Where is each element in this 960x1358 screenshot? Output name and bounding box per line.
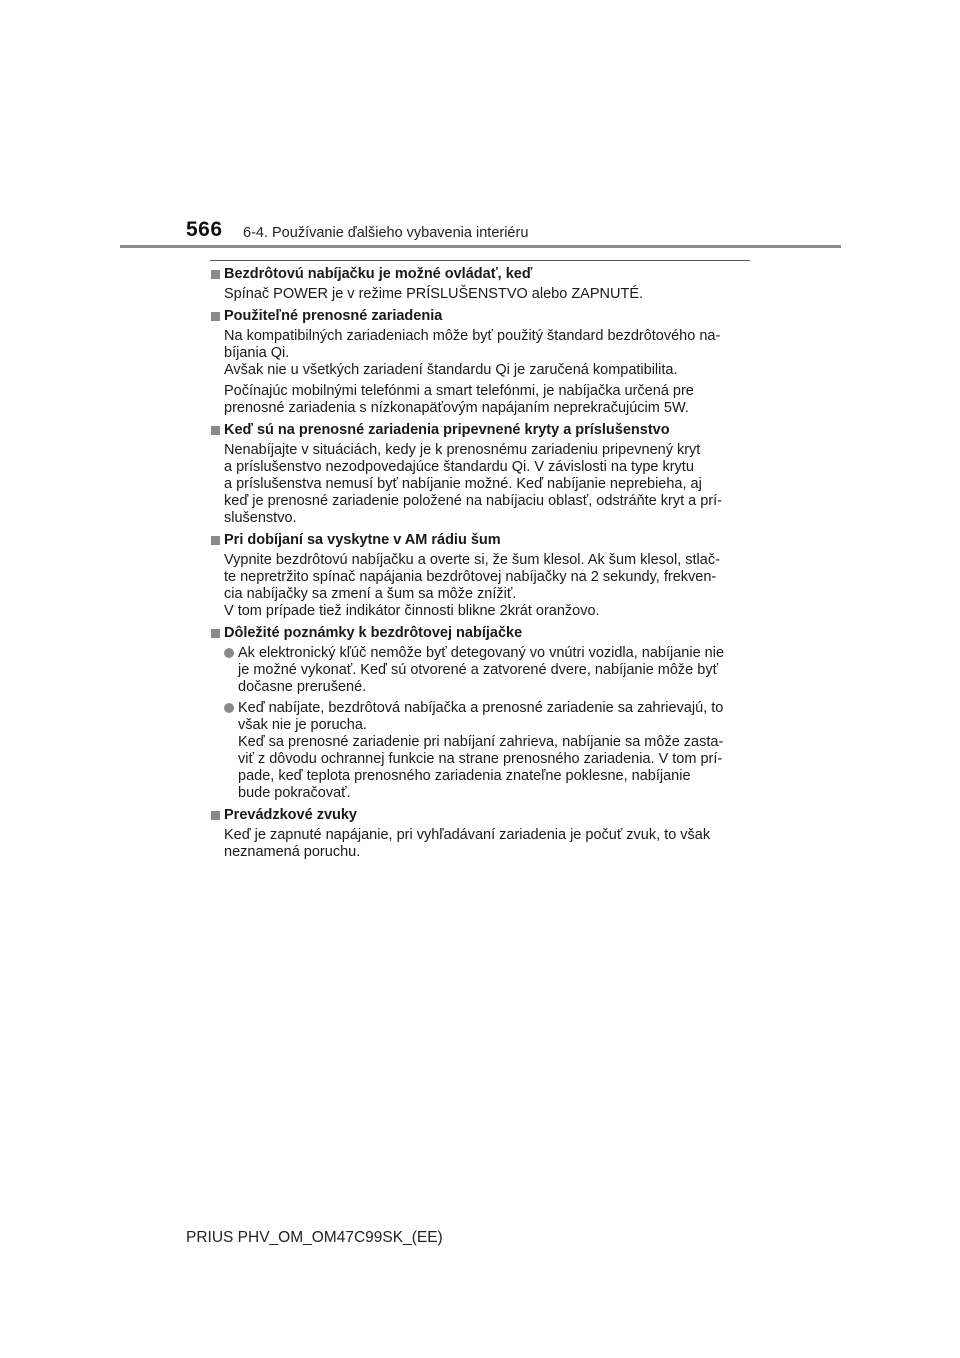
text-line: Nenabíjajte v situáciách, kedy je k prenosnému zariadeniu pripevnený kryt — [224, 442, 701, 458]
bullet-text — [238, 700, 750, 802]
text-line: Spínač POWER je v režime PRÍSLUŠENSTVO alebo ZAPNUTÉ. — [224, 286, 644, 302]
note-heading-text: Bezdrôtovú nabíjačku je možné ovládať, keď — [224, 266, 533, 282]
text-line: Vypnite bezdrôtovú nabíjačku a overte si, že šum klesol. Ak šum klesol, stlač- — [224, 552, 720, 568]
text-line: Avšak nie u všetkých zariadení štandardu Qi je zaručená kompatibilita. — [224, 362, 678, 378]
square-bullet-icon — [211, 270, 220, 279]
note-heading-text: Keď sú na prenosné zariadenia pripevnené kryty a príslušenstvo — [224, 422, 670, 438]
square-bullet-icon — [211, 312, 220, 321]
square-bullet-icon — [211, 811, 220, 820]
text-line: Keď sa prenosné zariadenie pri nabíjaní zahrieva, nabíjanie sa môže zasta- — [238, 734, 724, 750]
text-line: V tom prípade tiež indikátor činnosti blikne 2krát oranžovo. — [224, 603, 600, 619]
text-line: Na kompatibilných zariadeniach môže byť použitý štandard bezdrôtového na- — [224, 328, 721, 344]
section-title: 6-4. Používanie ďalšieho vybavenia interiéru — [243, 225, 529, 241]
note-heading-text: Dôležité poznámky k bezdrôtovej nabíjačke — [224, 625, 523, 641]
bullet-item — [210, 645, 750, 696]
text-line: te nepretržito spínač napájania bezdrôtovej nabíjačky na 2 sekundy, frekven- — [224, 569, 717, 585]
text-line: pade, keď teplota prenosného zariadenia znateľne poklesne, nabíjanie — [238, 768, 691, 784]
text-line: však nie je porucha. — [238, 717, 367, 733]
note-section — [210, 422, 750, 527]
content-body — [210, 266, 750, 866]
text-line: a príslušenstvo nezodpovedajúce štandardu Qi. V závislosti na type krytu — [224, 459, 694, 475]
footer-doc-code: PRIUS PHV_OM_OM47C99SK_(EE) — [186, 1229, 443, 1246]
square-bullet-icon — [211, 536, 220, 545]
text-line: slušenstvo. — [224, 510, 297, 526]
text-line: bude pokračovať. — [238, 785, 351, 801]
note-section — [210, 807, 750, 861]
text-line: Ak elektronický kľúč nemôže byť detegovaný vo vnútri vozidla, nabíjanie nie — [238, 645, 725, 661]
text-line: a príslušenstva nemusí byť nabíjanie možné. Keď nabíjanie neprebieha, aj — [224, 476, 702, 492]
text-line: je možné vykonať. Keď sú otvorené a zatvorené dvere, nabíjanie môže byť — [238, 662, 719, 678]
header-rule — [120, 245, 841, 248]
note-heading — [210, 266, 750, 283]
text-line: bíjania Qi. — [224, 345, 290, 361]
note-heading-text: Prevádzkové zvuky — [224, 807, 357, 823]
note-section — [210, 532, 750, 620]
text-line: Keď nabíjate, bezdrôtová nabíjačka a prenosné zariadenie sa zahrievajú, to — [238, 700, 724, 716]
text-line: viť z dôvodu ochrannej funkcie na strane prenosného zariadenia. V tom prí- — [238, 751, 723, 767]
page-number: 566 — [186, 218, 223, 241]
note-paragraph — [224, 442, 750, 527]
square-bullet-icon — [211, 426, 220, 435]
text-line: Počínajúc mobilnými telefónmi a smart telefónmi, je nabíjačka určená pre — [224, 383, 694, 399]
text-line: Keď je zapnuté napájanie, pri vyhľadávaní zariadenia je počuť zvuk, to však — [224, 827, 711, 843]
note-paragraph — [224, 827, 750, 861]
circle-bullet-icon — [224, 703, 234, 713]
note-heading-text: Použiteľné prenosné zariadenia — [224, 308, 443, 324]
text-line: neznamená poruchu. — [224, 844, 361, 860]
note-paragraph — [224, 552, 750, 620]
note-section — [210, 625, 750, 802]
bullet-text — [238, 645, 750, 696]
text-line: keď je prenosné zariadenie položené na nabíjaciu oblasť, odstráňte kryt a prí- — [224, 493, 722, 509]
note-heading — [210, 422, 750, 439]
note-section — [210, 266, 750, 303]
bullet-item — [210, 700, 750, 802]
text-line: cia nabíjačky sa zmení a šum sa môže znížiť. — [224, 586, 517, 602]
note-paragraph — [224, 328, 750, 379]
content-rule — [210, 260, 750, 261]
note-heading — [210, 807, 750, 824]
note-heading-text: Pri dobíjaní sa vyskytne v AM rádiu šum — [224, 532, 501, 548]
square-bullet-icon — [211, 629, 220, 638]
note-heading — [210, 532, 750, 549]
text-line: prenosné zariadenia s nízkonapäťovým napájaním neprekračujúcim 5W. — [224, 400, 689, 416]
note-section — [210, 308, 750, 417]
note-heading — [210, 308, 750, 325]
text-line: dočasne prerušené. — [238, 679, 367, 695]
note-heading — [210, 625, 750, 642]
circle-bullet-icon — [224, 648, 234, 658]
note-paragraph — [224, 383, 750, 417]
note-paragraph — [224, 286, 750, 303]
